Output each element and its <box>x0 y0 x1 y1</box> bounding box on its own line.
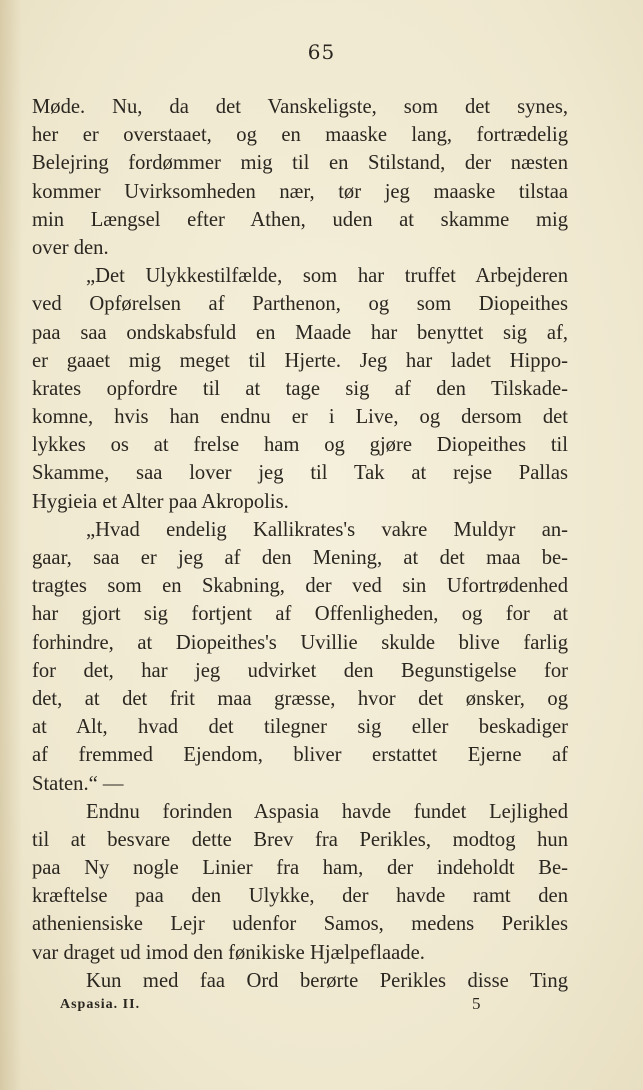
text-line: komne, hvis han endnu er i Live, og dersom det <box>32 406 568 429</box>
body-text <box>32 93 568 995</box>
text-line: forhindre, at Diopeithes's Uvillie skulde blive farlig <box>32 631 568 654</box>
text-line: Hygieia et Alter paa Akropolis. <box>32 490 289 513</box>
text-line: over den. <box>32 236 109 259</box>
text-line: her er overstaaet, og en maaske lang, fortrædelig <box>32 124 568 147</box>
text-line: Møde. Nu, da det Vanskeligste, som det synes, <box>32 96 568 118</box>
text-line: gaar, saa er jeg af den Mening, at det maa be- <box>32 547 568 569</box>
text-line: det, at det frit maa græsse, hvor det ønsker, og <box>32 687 568 710</box>
text-line: tragtes som en Skabning, der ved sin Ufortrødenhed <box>32 575 568 598</box>
text-line: min Længsel efter Athen, uden at skamme mig <box>32 208 568 231</box>
page-number: 65 <box>307 40 336 64</box>
text-line: var draget ud imod den fønikiske Hjælpeflaade. <box>32 941 425 964</box>
text-line: „Det Ulykkestilfælde, som har truffet Arbejderen <box>86 265 568 288</box>
text-line: at Alt, hvad det tilegner sig eller beskadiger <box>32 716 568 739</box>
text-line: Endnu forinden Aspasia havde fundet Lejlighed <box>86 800 568 823</box>
text-line: er gaaet mig meget til Hjerte. Jeg har ladet Hippo- <box>32 349 568 372</box>
sheet-number: 5 <box>472 994 481 1013</box>
text-line: paa Ny nogle Linier fra ham, der indeholdt Be- <box>32 857 568 880</box>
text-line: krates opfordre til at tage sig af den Tilskade- <box>32 377 568 400</box>
text-line: for det, har jeg udvirket den Begunstigelse for <box>32 659 568 682</box>
text-line: Staten.“ — <box>32 772 124 795</box>
text-line: til at besvare dette Brev fra Perikles, modtog hun <box>32 828 568 851</box>
text-line: paa saa ondskabsfuld en Maade har benyttet sig af, <box>32 321 568 344</box>
text-line: Skamme, saa lover jeg til Tak at rejse Pallas <box>32 462 568 485</box>
text-line: atheniensiske Lejr udenfor Samos, medens Perikles <box>32 913 568 936</box>
text-line: „Hvad endelig Kallikrates's vakre Muldyr an- <box>86 518 568 541</box>
text-line: kommer Uvirksomheden nær, tør jeg maaske tilstaa <box>32 180 568 203</box>
text-line: lykkes os at frelse ham og gjøre Diopeithes til <box>32 434 568 457</box>
text-line: Belejring fordømmer mig til en Stilstand, der næsten <box>32 152 568 175</box>
text-line: ved Opførelsen af Parthenon, og som Diopeithes <box>32 293 568 316</box>
text-line: af fremmed Ejendom, bliver erstattet Ejerne af <box>32 744 568 767</box>
text-line: kræftelse paa den Ulykke, der havde ramt den <box>32 885 568 908</box>
text-line: Kun med faa Ord berørte Perikles disse Ting <box>86 969 568 992</box>
text-line: har gjort sig fortjent af Offenligheden, og for at <box>32 603 568 626</box>
signature-mark: Aspasia. II. <box>60 997 141 1012</box>
